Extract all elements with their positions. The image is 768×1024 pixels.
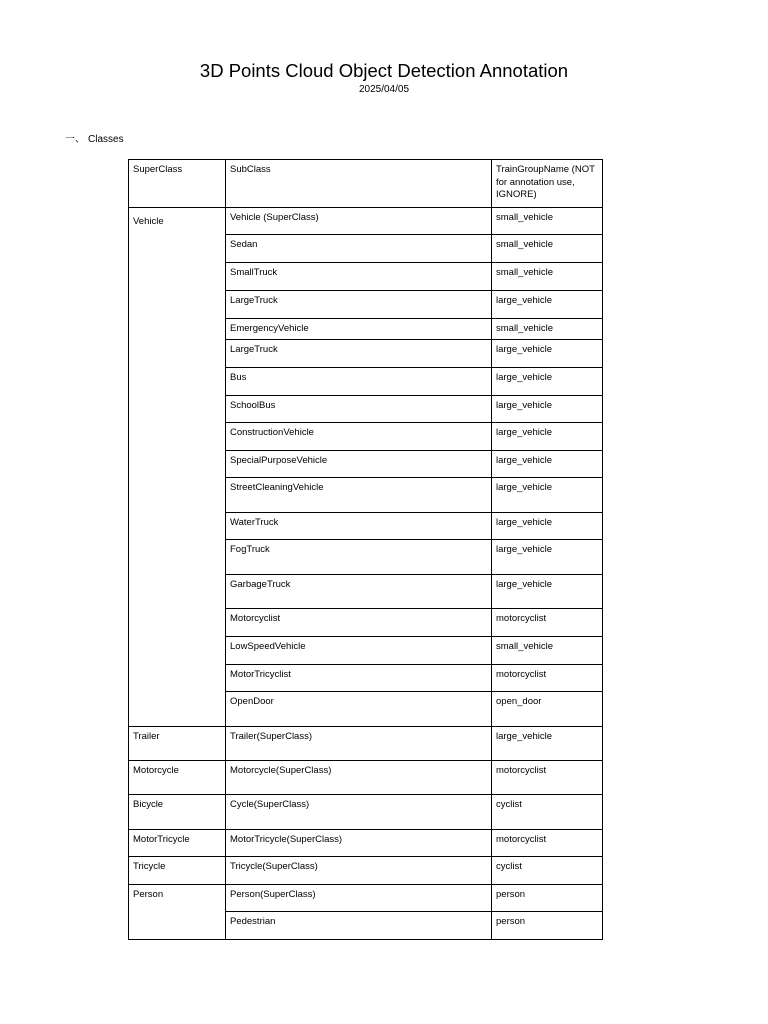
section-number: 一、 bbox=[65, 134, 85, 145]
subclass-cell: LowSpeedVehicle bbox=[226, 637, 492, 665]
subclass-cell: Motorcyclist bbox=[226, 609, 492, 637]
table-header-row bbox=[129, 160, 603, 208]
table-row bbox=[129, 857, 603, 885]
table-row bbox=[129, 830, 603, 857]
section-heading bbox=[65, 134, 124, 146]
subclass-cell: StreetCleaningVehicle bbox=[226, 478, 492, 513]
document-date: 2025/04/05 bbox=[358, 84, 410, 95]
section-title: Classes bbox=[88, 134, 124, 145]
subclass-cell: MotorTricyclist bbox=[226, 665, 492, 692]
subclass-cell: Trailer(SuperClass) bbox=[226, 727, 492, 761]
train-group-cell: small_vehicle bbox=[492, 263, 603, 291]
train-group-cell: large_vehicle bbox=[492, 340, 603, 368]
superclass-cell: Tricycle bbox=[129, 857, 226, 885]
subclass-cell: Person(SuperClass) bbox=[226, 885, 492, 912]
superclass-cell: Bicycle bbox=[129, 795, 226, 830]
subclass-cell: FogTruck bbox=[226, 540, 492, 575]
subclass-cell: Tricycle(SuperClass) bbox=[226, 857, 492, 885]
train-group-cell: motorcyclist bbox=[492, 665, 603, 692]
train-group-cell: small_vehicle bbox=[492, 637, 603, 665]
train-group-cell: large_vehicle bbox=[492, 540, 603, 575]
header-superclass: SuperClass bbox=[129, 160, 226, 208]
superclass-cell: MotorTricycle bbox=[129, 830, 226, 857]
train-group-cell: person bbox=[492, 885, 603, 912]
train-group-cell: person bbox=[492, 912, 603, 940]
subclass-cell: MotorTricycle(SuperClass) bbox=[226, 830, 492, 857]
train-group-cell: large_vehicle bbox=[492, 291, 603, 319]
table-row bbox=[129, 795, 603, 830]
subclass-cell: Pedestrian bbox=[226, 912, 492, 940]
train-group-cell: small_vehicle bbox=[492, 208, 603, 235]
train-group-cell: large_vehicle bbox=[492, 423, 603, 451]
train-group-cell: cyclist bbox=[492, 857, 603, 885]
superclass-cell: Motorcycle bbox=[129, 761, 226, 795]
superclass-cell: Person bbox=[129, 885, 226, 940]
subclass-cell: SpecialPurposeVehicle bbox=[226, 451, 492, 478]
document-title: 3D Points Cloud Object Detection Annotation bbox=[199, 60, 569, 81]
train-group-cell: large_vehicle bbox=[492, 396, 603, 423]
train-group-cell: small_vehicle bbox=[492, 235, 603, 263]
train-group-cell: large_vehicle bbox=[492, 478, 603, 513]
subclass-cell: Motorcycle(SuperClass) bbox=[226, 761, 492, 795]
train-group-cell: cyclist bbox=[492, 795, 603, 830]
subclass-cell: SchoolBus bbox=[226, 396, 492, 423]
train-group-cell: open_door bbox=[492, 692, 603, 727]
subclass-cell: OpenDoor bbox=[226, 692, 492, 727]
header-subclass: SubClass bbox=[226, 160, 492, 208]
table-row bbox=[129, 885, 603, 912]
train-group-cell: motorcyclist bbox=[492, 830, 603, 857]
subclass-cell: Vehicle (SuperClass) bbox=[226, 208, 492, 235]
superclass-cell: Vehicle bbox=[129, 208, 226, 727]
train-group-cell: large_vehicle bbox=[492, 368, 603, 396]
subclass-cell: LargeTruck bbox=[226, 340, 492, 368]
train-group-cell: large_vehicle bbox=[492, 575, 603, 609]
classes-table bbox=[128, 159, 603, 940]
subclass-cell: Sedan bbox=[226, 235, 492, 263]
subclass-cell: SmallTruck bbox=[226, 263, 492, 291]
superclass-cell: Trailer bbox=[129, 727, 226, 761]
train-group-cell: motorcyclist bbox=[492, 609, 603, 637]
subclass-cell: ConstructionVehicle bbox=[226, 423, 492, 451]
subclass-cell: LargeTruck bbox=[226, 291, 492, 319]
train-group-cell: large_vehicle bbox=[492, 513, 603, 540]
header-train-group: TrainGroupName (NOT for annotation use, IGNORE) bbox=[492, 160, 603, 208]
train-group-cell: small_vehicle bbox=[492, 319, 603, 340]
subclass-cell: EmergencyVehicle bbox=[226, 319, 492, 340]
table-row bbox=[129, 727, 603, 761]
table-row bbox=[129, 761, 603, 795]
train-group-cell: large_vehicle bbox=[492, 451, 603, 478]
train-group-cell: motorcyclist bbox=[492, 761, 603, 795]
subclass-cell: Cycle(SuperClass) bbox=[226, 795, 492, 830]
subclass-cell: Bus bbox=[226, 368, 492, 396]
table-row bbox=[129, 208, 603, 235]
subclass-cell: WaterTruck bbox=[226, 513, 492, 540]
subclass-cell: GarbageTruck bbox=[226, 575, 492, 609]
train-group-cell: large_vehicle bbox=[492, 727, 603, 761]
